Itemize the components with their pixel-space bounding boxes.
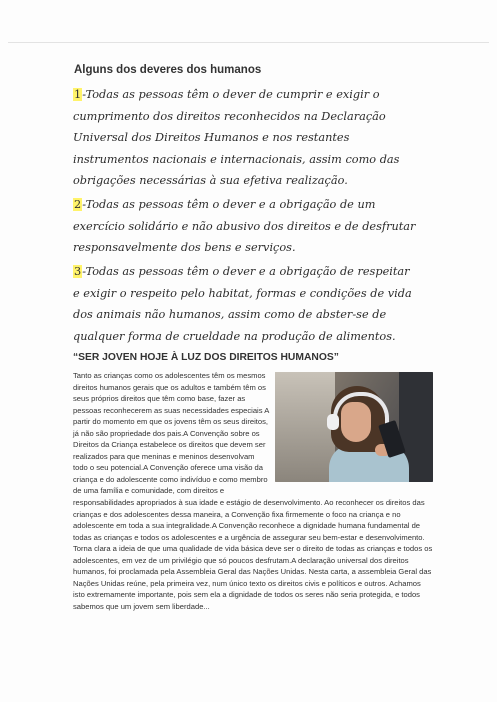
page-heading: Alguns dos deveres dos humanos xyxy=(74,64,262,76)
article-body xyxy=(73,370,433,612)
girl-with-headphones-photo xyxy=(275,372,433,482)
duty-item-2 xyxy=(73,194,418,259)
top-divider xyxy=(8,42,489,43)
duty-number-3: 3 xyxy=(74,265,82,278)
article-title: “SER JOVEN HOJE À LUZ DOS DIREITOS HUMANOS” xyxy=(73,352,339,363)
article-text: Tanto as crianças como os adolescentes têm os mesmos direitos humanos gerais que os adultos e também têm os seus próprios direitos que têm como base, fazer as pessoas reconhecerem as suas necessidades especiais A partir do momento em que os jovens têm os seus direitos, já não são propriedade dos pais.A Convenção sobre os Direitos da Criança estabelece os direitos que devem ser realizados para que meninas e meninos desenvolvam todo o seu potencial.A Convenção oferece uma visão da criança e do adolescente como indivíduo e como membro de uma família e comunidade, com direitos e responsabilidades apropriados à sua idade e estágio de desenvolvimento. Ao reconhecer os direitos das crianças e dos adolescentes dessa maneira, a Convenção fixa firmemente o foco na criança e no adolescente em toda a sua integralidade.A Convenção reconhece a dignidade humana fundamental de todas as crianças e todos os adolescentes e a urgência de assegurar seu bem-estar e desenvolvimento. Torna clara a ideia de que uma qualidade de vida básica deve ser o direito de todas as crianças e todos os adolescentes, em vez de um privilégio que só poucos desfrutam.A declaração universal dos direitos humanos, foi proclamada pela Assembleia Geral das Nações Unidas. Nesta carta, a assembleia Geral das Nações Unidas reúne, pela primeira vez, num único texto os direitos civis e políticos e outros. Achamos isto extremamente importante, pois sem ela a dignidade de todos os seres não seria protegida, e todos sabemos que um jovem sem liberdade... xyxy=(73,371,433,611)
duty-text-1: -Todas as pessoas têm o dever de cumprir e exigir o cumprimento dos direitos reconhecidos na Declaração Universal dos Direitos Humanos e nos restantes instrumentos nacionais e internacionais, assim como das obrigações necessárias à sua efetiva realização. xyxy=(73,88,400,187)
duty-text-3: -Todas as pessoas têm o dever e a obrigação de respeitar e exigir o respeito pelo habitat, formas e condições de vida dos animais não humanos, assim como de abster-se de qualquer forma de crueldade na produção de alimentos. xyxy=(73,265,412,343)
duty-item-3 xyxy=(73,261,418,347)
duty-number-2: 2 xyxy=(74,198,82,211)
duty-number-1: 1 xyxy=(74,88,82,101)
duty-item-1 xyxy=(73,84,418,192)
duty-text-2: -Todas as pessoas têm o dever e a obrigação de um exercício solidário e não abusivo dos direitos e de desfrutar responsavelmente dos bens e serviços. xyxy=(73,198,416,254)
